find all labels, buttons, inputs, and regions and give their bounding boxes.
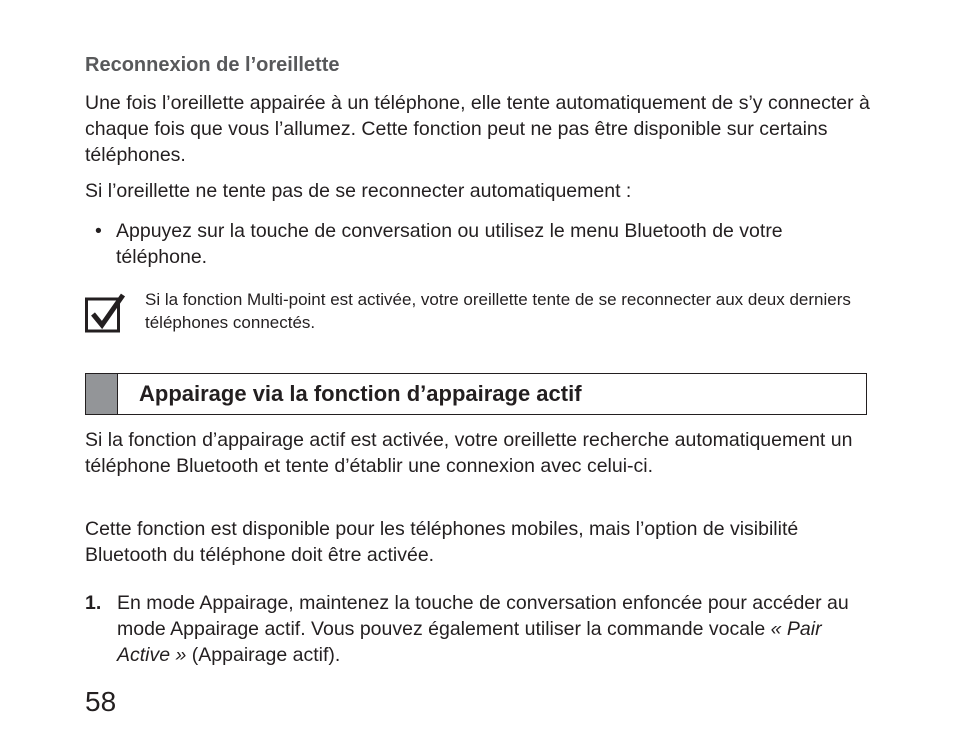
paragraph-active-pairing-intro: Si la fonction d’appairage actif est activée, votre oreillette recherche automatiquement un téléphone Bluetooth et tente d’établir une connexion avec celui-ci. [85, 429, 853, 477]
step-text-after: (Appairage actif). [186, 644, 341, 666]
section-header-block [86, 374, 118, 414]
bullet-marker: • [95, 220, 102, 242]
checkbox-check-icon [85, 292, 131, 334]
voice-command: « Pair Active » [117, 618, 822, 666]
paragraph-active-pairing-requirement: Cette fonction est disponible pour les téléphones mobiles, mais l’option de visibilité Bluetooth du téléphone doit être activée. [85, 518, 799, 566]
numbered-step-1 [85, 590, 875, 668]
note-box [85, 288, 865, 336]
subheading: Reconnexion de l’oreillette [85, 54, 340, 76]
note-text: Si la fonction Multi-point est activée, votre oreillette tente de se reconnecter aux deux derniers téléphones connectés. [145, 290, 851, 332]
section-header [85, 373, 867, 415]
paragraph-reconnect-intro: Une fois l’oreillette appairée à un téléphone, elle tente automatiquement de s’y connecter à chaque fois que vous l’allumez. Cette fonction peut ne pas être disponible sur certains téléphones. [85, 92, 870, 166]
bullet-text: Appuyez sur la touche de conversation ou utilisez le menu Bluetooth de votre téléphone. [116, 220, 783, 268]
section-title: Appairage via la fonction d’appairage actif [139, 381, 582, 406]
paragraph-reconnect-condition: Si l’oreillette ne tente pas de se reconnecter automatiquement : [85, 180, 632, 202]
step-text-before: En mode Appairage, maintenez la touche de conversation enfoncée pour accéder au mode Appairage actif. Vous pouvez également utiliser la commande vocale [117, 592, 849, 640]
step-number: 1. [85, 592, 102, 614]
step-text [117, 590, 875, 668]
bullet-item [95, 218, 815, 270]
page-number: 58 [85, 686, 117, 717]
